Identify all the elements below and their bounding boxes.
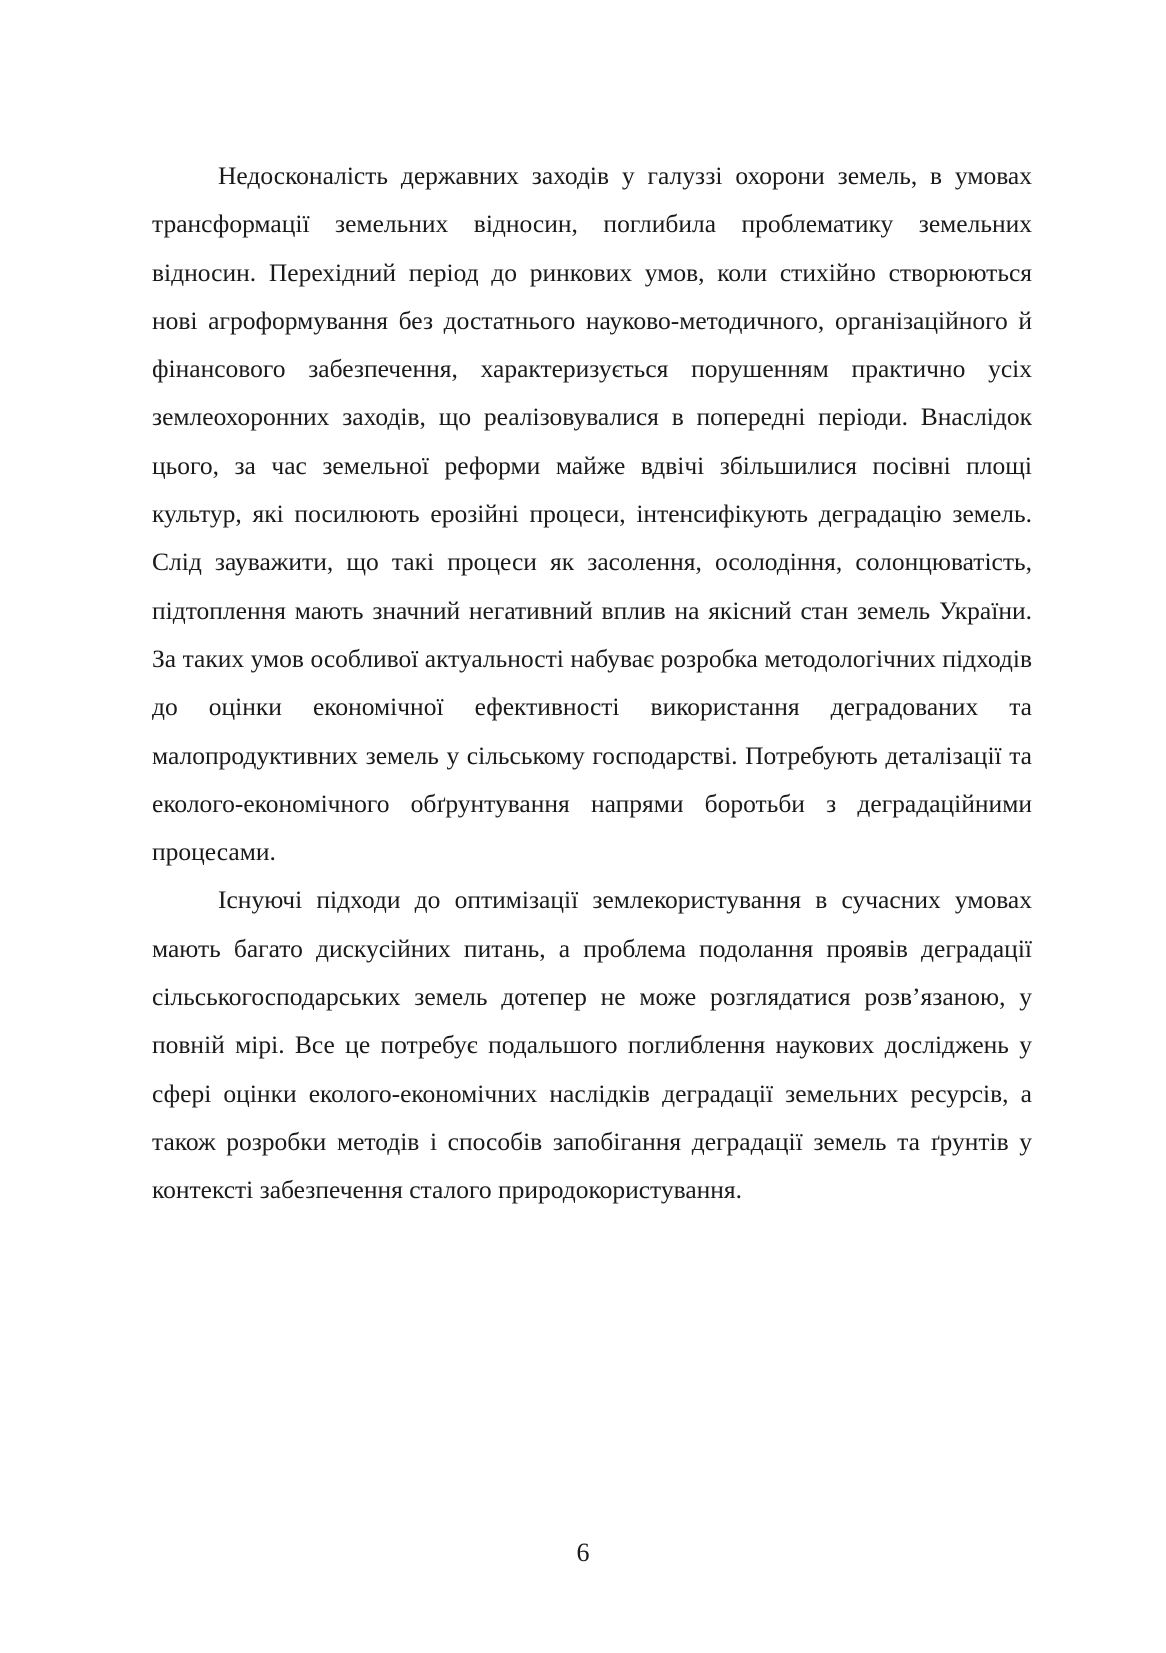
page-number: 6 xyxy=(576,1538,590,1567)
paragraph-1: Недосконалість державних заходів у галуззі охорони земель, в умовах трансформації земельних відносин, поглибила проблематику земельних відносин. Перехідний період до ринкових умов, коли стихійно створюються нові агроформування без достатнього науково-методичного, організаційного й фінансового забезпечення, характеризується порушенням практично усіх землеохоронних заходів, що реалізовувалися в попередні періоди. Внаслідок цього, за час земельної реформи майже вдвічі збільшилися посівні площі культур, які посилюють ерозійні процеси, інтенсифікують деградацію земель. Слід зауважити, що такі процеси як засолення, осолодіння, солонцюватість, підтоплення мають значний негативний вплив на якісний стан земель України. За таких умов особливої актуальності набуває розробка методологічних підходів до оцінки економічної ефективності використання деградованих та малопродуктивних земель у сільському господарстві. Потребують деталізації та еколого-економічного обґрунтування напрями боротьби з деградаційними процесами. xyxy=(152,161,1032,867)
paragraph-2: Існуючі підходи до оптимізації землекористування в сучасних умовах мають багато дискусійних питань, а проблема подолання проявів деградації сільськогосподарських земель дотепер не може розглядатися розв’язаною, у повній мірі. Все це потребує подальшого поглиблення наукових досліджень у сфері оцінки еколого-економічних наслідків деградації земельних ресурсів, а також розробки методів і способів запобігання деградації земель та ґрунтів у контексті забезпечення сталого природокористування. xyxy=(152,885,1032,1205)
body-text xyxy=(152,152,1032,1215)
